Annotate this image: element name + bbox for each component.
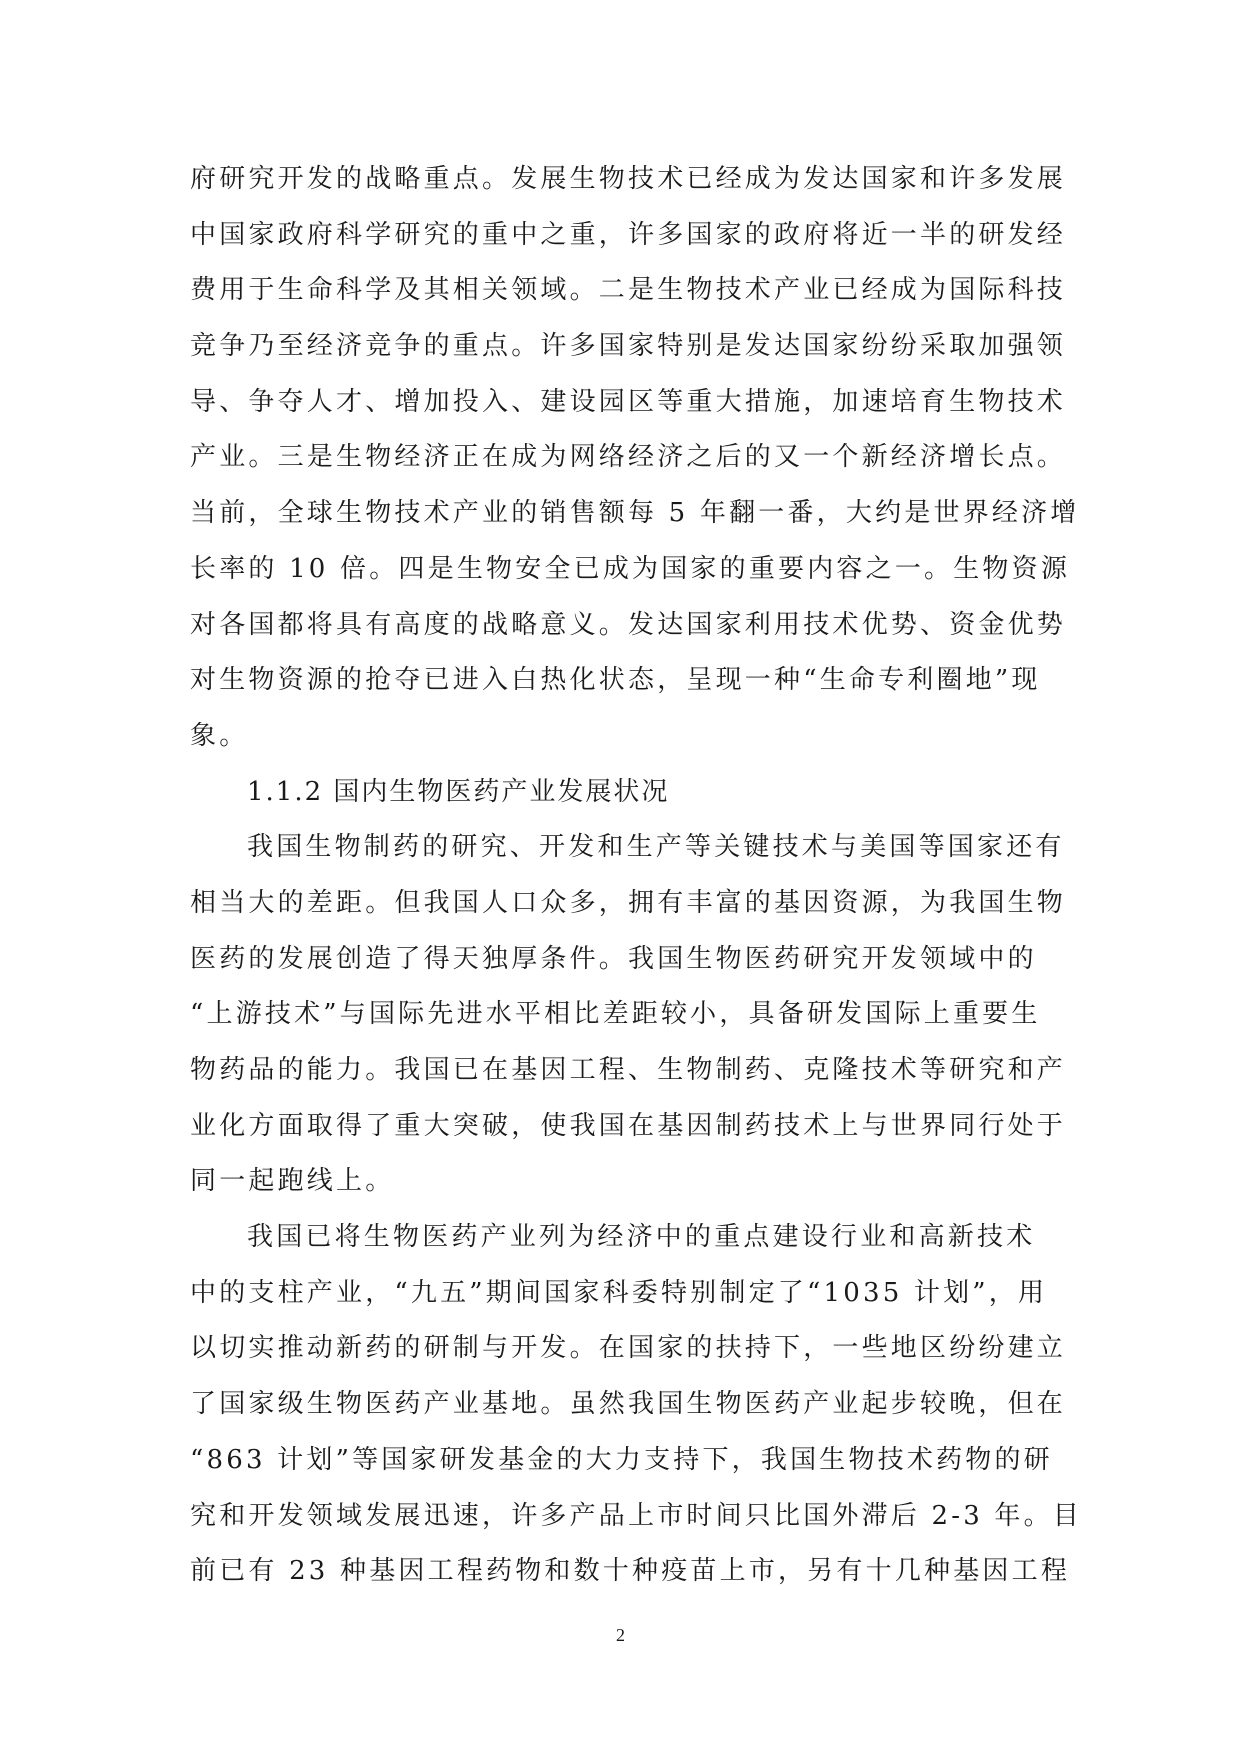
text-line: 长率的 10 倍。四是生物安全已成为国家的重要内容之一。生物资源 (190, 553, 1071, 584)
text-line: 竞争乃至经济竞争的重点。许多国家特别是发达国家纷纷采取加强领 (190, 331, 1067, 362)
text-line: 同一起跑线上。 (190, 1166, 395, 1197)
text-line: 费用于生命科学及其相关领域。二是生物技术产业已经成为国际科技 (190, 275, 1067, 306)
body-text (190, 152, 1082, 1600)
text-line: “上游技术”与国际先进水平相比差距较小，具备研发国际上重要生 (190, 999, 1041, 1030)
text-line: 中的支柱产业，“九五”期间国家科委特别制定了“1035 计划”，用 (190, 1277, 1048, 1308)
text-line: 象。 (190, 720, 249, 751)
text-line: 了国家级生物医药产业基地。虽然我国生物医药产业起步较晚，但在 (190, 1389, 1067, 1420)
paragraph-first-line: 我国已将生物医药产业列为经济中的重点建设行业和高新技术 (247, 1222, 1036, 1253)
text-line: 对各国都将具有高度的战略意义。发达国家利用技术优势、资金优势 (190, 609, 1067, 640)
text-line: 前已有 23 种基因工程药物和数十种疫苗上市，另有十几种基因工程 (190, 1556, 1071, 1587)
text-line: 医药的发展创造了得天独厚条件。我国生物医药研究开发领域中的 (190, 943, 1037, 974)
text-line: 业化方面取得了重大突破，使我国在基因制药技术上与世界同行处于 (190, 1110, 1067, 1141)
section-heading: 1.1.2 国内生物医药产业发展状况 (247, 776, 670, 807)
page-number: 2 (616, 1625, 625, 1645)
text-line: 以切实推动新药的研制与开发。在国家的扶持下，一些地区纷纷建立 (190, 1333, 1067, 1364)
text-line: 产业。三是生物经济正在成为网络经济之后的又一个新经济增长点。 (190, 442, 1067, 473)
paragraph-first-line: 我国生物制药的研究、开发和生产等关键技术与美国等国家还有 (247, 832, 1065, 863)
text-line: 物药品的能力。我国已在基因工程、生物制药、克隆技术等研究和产 (190, 1055, 1067, 1085)
text-line: “863 计划”等国家研发基金的大力支持下，我国生物技术药物的研 (190, 1444, 1053, 1475)
text-line: 府研究开发的战略重点。发展生物技术已经成为发达国家和许多发展 (190, 164, 1067, 194)
text-line: 相当大的差距。但我国人口众多，拥有丰富的基因资源，为我国生物 (190, 887, 1067, 918)
text-line: 究和开发领域发展迅速，许多产品上市时间只比国外滞后 2-3 年。目 (190, 1500, 1082, 1531)
text-line: 当前，全球生物技术产业的销售额每 5 年翻一番，大约是世界经济增 (190, 498, 1080, 529)
text-line: 导、争夺人才、增加投入、建设园区等重大措施，加速培育生物技术 (190, 386, 1067, 417)
text-line: 对生物资源的抢夺已进入白热化状态，呈现一种“生命专利圈地”现 (190, 665, 1041, 696)
text-line: 中国家政府科学研究的重中之重，许多国家的政府将近一半的研发经 (190, 219, 1067, 250)
